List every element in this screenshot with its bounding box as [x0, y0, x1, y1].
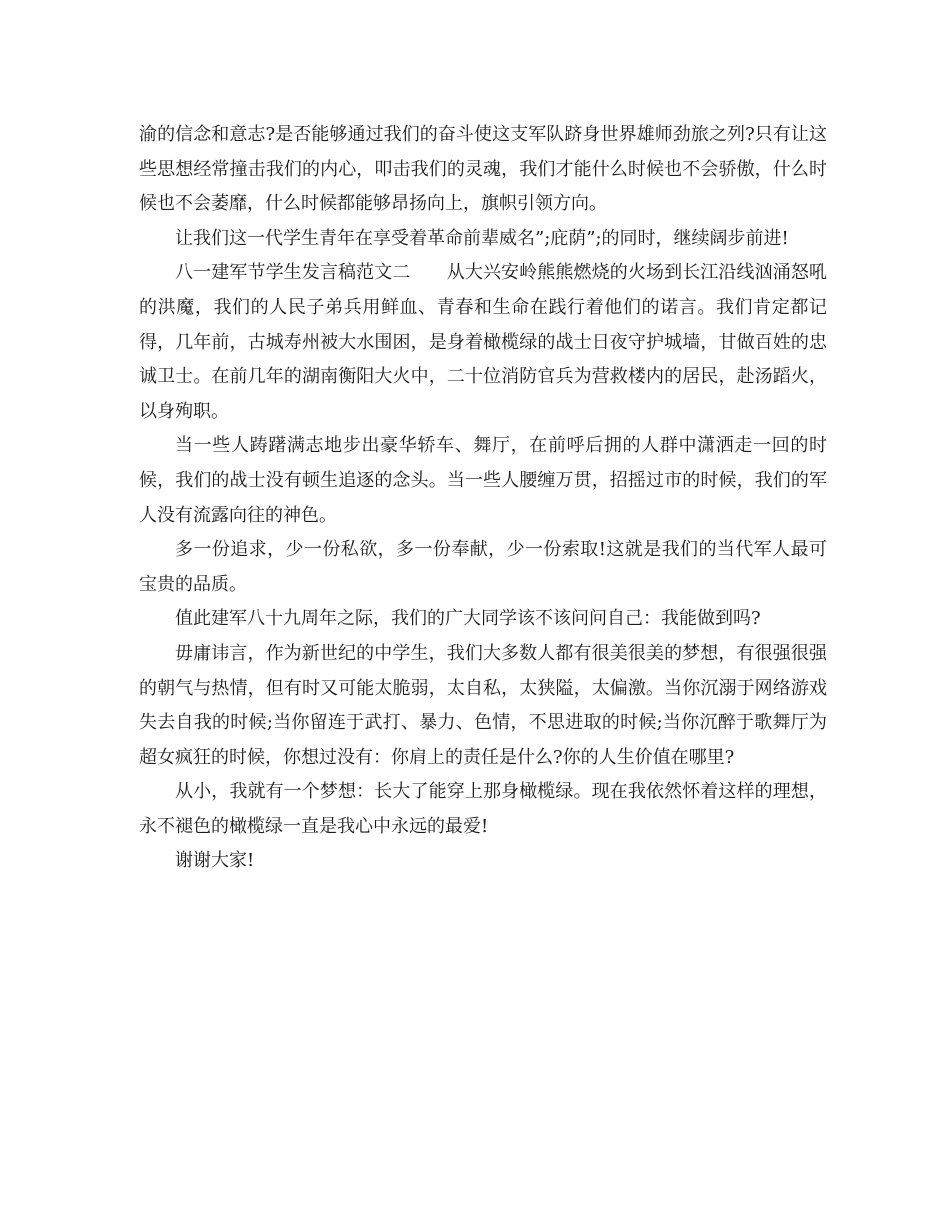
paragraph-section-title: 八一建军节学生发言稿范文二 从大兴安岭熊熊燃烧的火场到长江沿线汹涌怒吼的洪魔，我们的人民子弟兵用鲜血、青春和生命在践行着他们的诺言。我们肯定都记得，几年前，古城寿州被大水围困，是身着橄榄绿的战士日夜守护城墙，甘做百姓的忠诚卫士。在前几年的湖南衡阳大火中，二十位消防官兵为营救楼内的居民，赴汤蹈火，以身殉职。: [139, 262, 827, 422]
paragraph: 让我们这一代学生青年在享受着革命前辈威名”;庇荫”;的同时，继续阔步前进!: [175, 227, 789, 249]
paragraph-closing: 谢谢大家!: [175, 850, 255, 872]
paragraph: 多一份追求，少一份私欲，多一份奉献，少一份索取!这就是我们的当代军人最可宝贵的品质。: [139, 539, 827, 595]
paragraph: 值此建军八十九周年之际，我们的广大同学该不该问问自己：我能做到吗?: [175, 608, 761, 630]
paragraph-continued: 渝的信念和意志?是否能够通过我们的奋斗使这支军队跻身世界雄师劲旅之列?只有让这些思想经常撞击我们的内心，叩击我们的灵魂，我们才能什么时候也不会骄傲，什么时候也不会萎靡，什么时候都能够昂扬向上，旗帜引领方向。: [139, 124, 827, 215]
paragraph: 当一些人踌躇满志地步出豪华轿车、舞厅，在前呼后拥的人群中潇洒走一回的时候，我们的战士没有顿生追逐的念头。当一些人腰缠万贯，招摇过市的时候，我们的军人没有流露向往的神色。: [139, 435, 827, 526]
paragraph: 从小，我就有一个梦想：长大了能穿上那身橄榄绿。现在我依然怀着这样的理想，永不褪色的橄榄绿一直是我心中永远的最爱!: [139, 781, 827, 837]
paragraph: 毋庸讳言，作为新世纪的中学生，我们大多数人都有很美很美的梦想，有很强很强的朝气与热情，但有时又可能太脆弱，太自私，太狭隘，太偏激。当你沉溺于网络游戏失去自我的时候;当你留连于武打、暴力、色情，不思进取的时候;当你沉醉于歌舞厅为超女疯狂的时候，你想过没有：你肩上的责任是什么?你的人生价值在哪里?: [139, 642, 827, 768]
document-body: [139, 118, 827, 879]
